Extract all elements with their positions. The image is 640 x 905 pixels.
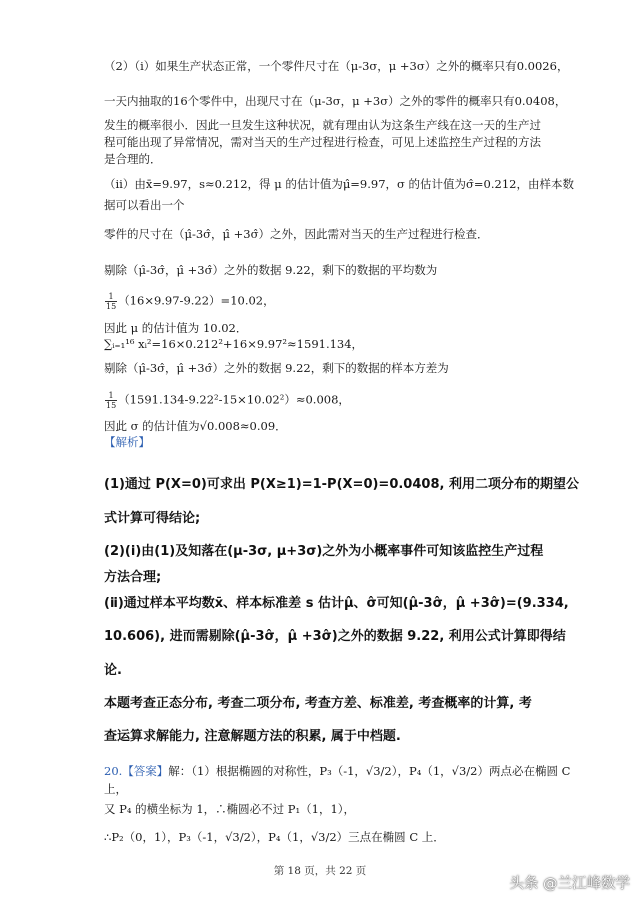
text-line: 因此 σ 的估计值为√0.008≈0.09． — [104, 419, 287, 433]
answer-label: 20.【答案】 — [104, 764, 169, 778]
text-line: 剔除（μ̂-3σ̂，μ̂ +3σ̂）之外的数据 9.22，剩下的数据的样本方差为 — [104, 361, 449, 375]
analysis-line: 查运算求解能力, 注意解题方法的积累, 属于中档题. — [104, 729, 401, 744]
text-line: （2）（ⅰ）如果生产状态正常，一个零件尺寸在（μ-3σ，μ +3σ）之外的概率只有0.0026， — [104, 59, 569, 73]
watermark: 头条 @兰江峰数学 — [509, 876, 630, 892]
page-footer: 第 18 页，共 22 页 — [273, 865, 367, 877]
analysis-line: 本题考查正态分布, 考查二项分布, 考查方差、标准差, 考查概率的计算, 考 — [104, 696, 532, 711]
analysis-line: (1)通过 P(X=0)可求出 P(X≥1)=1-P(X=0)=0.0408, 利用二项分布的期望公 — [104, 477, 579, 492]
analysis-line: 10.606), 进而需剔除(μ̂-3σ̂，μ̂ +3σ̂)之外的数据 9.22, 利用公式计算即得结 — [104, 629, 566, 644]
text-line: 剔除（μ̂-3σ̂，μ̂ +3σ̂）之外的数据 9.22，剩下的数据的平均数为 — [104, 263, 438, 277]
text-line: 发生的概率很小．因此一旦发生这种状况，就有理由认为这条生产线在这一天的生产过 — [104, 118, 541, 132]
q20-line: 20.【答案】解：（1）根据椭圆的对称性，P₃（-1，√3/2），P₄（1，√3/2）两点必在椭圆 C — [104, 764, 571, 778]
jiexi-label: 【解析】 — [104, 435, 150, 449]
variance-formula: $\frac{1}{15}$ （1591.134-9.22²-15×10.02²）≈0.008， — [106, 391, 350, 410]
analysis-line: 式计算可得结论; — [104, 511, 201, 526]
text-line: 因此 μ 的估计值为 10.02． — [104, 321, 248, 335]
fraction: $\frac{1}{15}$ — [106, 391, 117, 410]
q20-line: ∴P₂（0，1），P₃（-1，√3/2），P₄（1，√3/2）三点在椭圆 C 上． — [104, 830, 445, 844]
analysis-line: (ⅱ)通过样本平均数x̄、样本标准差 s 估计μ̂、σ̂可知(μ̂-3σ̂，μ̂ +3σ̂)=(9.334, — [104, 596, 569, 611]
sum-formula: ∑ᵢ₌₁¹⁶ xᵢ²=16×0.212²+16×9.97²≈1591.134， — [104, 337, 364, 351]
q20-line: 又 P₄ 的横坐标为 1，∴椭圆必不过 P₁（1，1）， — [104, 802, 356, 816]
analysis-line: 方法合理; — [104, 570, 162, 585]
text-line: （ⅱ）由x̄=9.97，s≈0.212，得 μ 的估计值为μ̂=9.97，σ 的估计值为σ̂=0.212，由样本数 — [104, 177, 574, 191]
analysis-line: (2)(ⅰ)由(1)及知落在(μ-3σ, μ+3σ)之外为小概率事件可知该监控生产过程 — [104, 544, 544, 559]
mean-formula: $\frac{1}{15}$ （16×9.97-9.22）=10.02， — [106, 292, 275, 311]
analysis-line: 论. — [104, 663, 122, 678]
text-line: 据可以看出一个 — [104, 198, 185, 212]
text-line: 程可能出现了异常情况，需对当天的生产过程进行检查，可见上述监控生产过程的方法 — [104, 135, 541, 149]
text-line: 是合理的． — [104, 152, 162, 166]
text-line: 零件的尺寸在（μ̂-3σ̂，μ̂ +3σ̂）之外，因此需对当天的生产过程进行检查． — [104, 227, 489, 241]
fraction: $\frac{1}{15}$ — [106, 292, 117, 311]
q20-line: 上， — [104, 782, 127, 796]
text-line: 一天内抽取的16个零件中，出现尺寸在（μ-3σ，μ +3σ）之外的零件的概率只有0.0408， — [104, 94, 567, 108]
